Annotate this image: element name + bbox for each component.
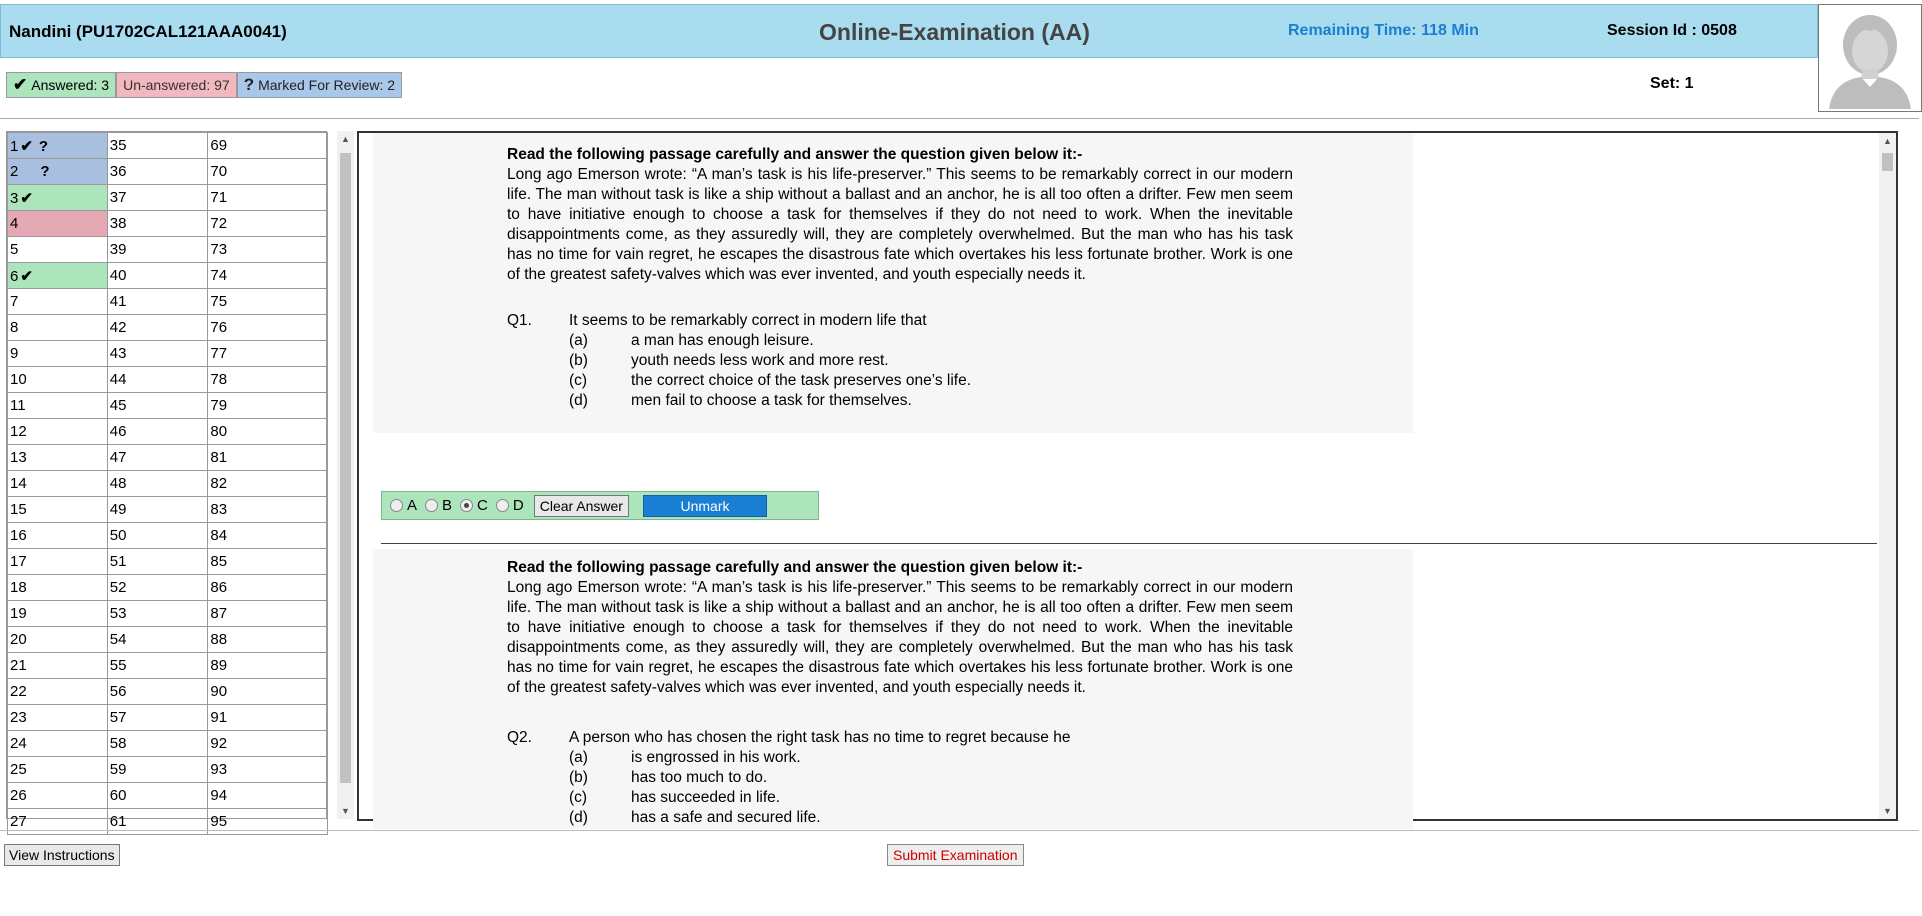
unmark-button[interactable]: Unmark [643, 495, 767, 517]
navigator-row [8, 549, 328, 575]
navigator-row [8, 471, 328, 497]
question-number: 19 [10, 605, 27, 622]
option-text: has a safe and secured life. [631, 809, 821, 826]
question-cell-83[interactable] [208, 497, 328, 523]
checkmark-icon: ✔ [20, 137, 33, 155]
question-panel [357, 131, 1898, 826]
option-text: youth needs less work and more rest. [631, 352, 889, 369]
divider [0, 118, 1919, 119]
question-cell-37[interactable] [107, 185, 208, 211]
question-number: 60 [109, 787, 127, 804]
question-number: 47 [109, 449, 127, 466]
question-number: 43 [109, 345, 127, 362]
question-number: 94 [210, 787, 228, 804]
radio-label: C [477, 497, 488, 514]
scrollbar-thumb[interactable] [340, 153, 351, 783]
navigator-row [8, 315, 328, 341]
navigator-row [8, 731, 328, 757]
question-number: 7 [10, 293, 19, 310]
navigator-row [8, 653, 328, 679]
question-number: 4 [10, 215, 19, 232]
checkmark-icon: ✔ [13, 75, 28, 94]
navigator-row [8, 445, 328, 471]
question-2 [507, 728, 1070, 748]
question-number: 41 [109, 293, 127, 310]
question-number: 45 [109, 397, 127, 414]
question-number: Q2. [507, 729, 532, 746]
question-number: 11 [10, 397, 26, 414]
question-number: 69 [210, 137, 228, 154]
question-number: 79 [210, 397, 228, 414]
option-c-radio[interactable] [460, 497, 488, 514]
question-number: 14 [10, 475, 27, 492]
question-cell-69[interactable] [208, 133, 328, 159]
status-legend [6, 72, 402, 98]
option-letter: (c) [569, 789, 588, 806]
q1-option-a [569, 331, 814, 351]
radio-label: A [407, 497, 418, 514]
question-number: 82 [210, 475, 228, 492]
question-cell-18[interactable] [8, 575, 108, 601]
question-number: 76 [210, 319, 228, 336]
question-cell-80[interactable] [208, 419, 328, 445]
navigator-row [8, 237, 328, 263]
question-cell-94[interactable] [208, 783, 328, 809]
question-scrollbar[interactable] [1879, 133, 1896, 819]
option-d-radio[interactable] [496, 497, 524, 514]
question-number: 53 [109, 605, 127, 622]
navigator-row [8, 289, 328, 315]
question-number: 8 [10, 319, 19, 336]
q2-option-b [569, 768, 767, 788]
question-cell-53[interactable] [107, 601, 208, 627]
question-cell-39[interactable] [107, 237, 208, 263]
question-cell-41[interactable] [107, 289, 208, 315]
option-text: has succeeded in life. [631, 789, 781, 806]
question-number: 93 [210, 761, 228, 778]
radio-selected-icon[interactable] [460, 499, 473, 512]
navigator-row [8, 575, 328, 601]
navigator-row [8, 393, 328, 419]
question-cell-76[interactable] [208, 315, 328, 341]
question-cell-72[interactable] [208, 211, 328, 237]
navigator-row [8, 783, 328, 809]
question-mark-icon: ? [38, 137, 49, 155]
radio-icon[interactable] [425, 499, 438, 512]
question-cell-51[interactable] [107, 549, 208, 575]
question-number: 25 [10, 761, 27, 778]
question-cell-5[interactable] [8, 237, 108, 263]
question-cell-2[interactable] [8, 159, 108, 185]
question-cell-52[interactable] [107, 575, 208, 601]
passage-2 [507, 558, 1293, 698]
question-cell-87[interactable] [208, 601, 328, 627]
question-cell-9[interactable] [8, 341, 108, 367]
question-number: 50 [109, 527, 127, 544]
option-a-radio[interactable] [390, 497, 417, 514]
question-cell-47[interactable] [107, 445, 208, 471]
question-number: 90 [210, 683, 228, 700]
question-number: 21 [10, 657, 27, 674]
question-cell-71[interactable] [208, 185, 328, 211]
question-cell-92[interactable] [208, 731, 328, 757]
question-cell-82[interactable] [208, 471, 328, 497]
option-text: a man has enough leisure. [631, 332, 814, 349]
question-cell-45[interactable] [107, 393, 208, 419]
candidate-name: Nandini (PU1702CAL121AAA0041) [9, 22, 287, 41]
passage-text: Long ago Emerson wrote: “A man’s task is his life-preserver.” This seems to be remarkably correct in our modern life. The man without task is like a ship without a ballast and an anchor, he is all too often a drifter. Few men seem to have initiative enough to choose a task for themselves if they do not need to work. When the inevitable disappointments come, as they assuredly will, they are completely overwhelmed. But the man who has his task has no time for vain regret, he escapes the disastrous fate which overtakes his less fortunate brother. Work is one of the greatest safety-valves which was ever invented, and youth especially needs it. [507, 579, 1293, 696]
navigator-row [8, 679, 328, 705]
question-cell-16[interactable] [8, 523, 108, 549]
question-number: 3 [10, 189, 19, 207]
navigator-row [8, 523, 328, 549]
question-number: 74 [210, 267, 228, 284]
legend-review-label: Marked For Review: 2 [258, 77, 396, 93]
question-cell-88[interactable] [208, 627, 328, 653]
question-cell-55[interactable] [107, 653, 208, 679]
question-cell-35[interactable] [107, 133, 208, 159]
navigator-row [8, 705, 328, 731]
question-number: 26 [10, 787, 27, 804]
question-cell-3[interactable] [8, 185, 108, 211]
question-number: 44 [109, 371, 127, 388]
question-number: 17 [10, 553, 27, 570]
question-cell-56[interactable] [107, 679, 208, 705]
submit-examination-button[interactable]: Submit Examination [887, 844, 1024, 866]
option-letter: (c) [569, 372, 588, 389]
scroll-up-icon[interactable]: ▲ [341, 134, 350, 144]
question-text: It seems to be remarkably correct in modern life that [569, 312, 927, 329]
passage-heading: Read the following passage carefully and answer the question given below it:- [507, 559, 1083, 576]
question-number: 85 [210, 553, 228, 570]
question-cell-50[interactable] [107, 523, 208, 549]
navigator-row [8, 341, 328, 367]
question-cell-85[interactable] [208, 549, 328, 575]
question-cell-81[interactable] [208, 445, 328, 471]
question-cell-23[interactable] [8, 705, 108, 731]
q1-option-b [569, 351, 889, 371]
candidate-avatar [1818, 4, 1922, 112]
navigator-row [8, 367, 328, 393]
view-instructions-button[interactable]: View Instructions [4, 844, 120, 866]
question-text: A person who has chosen the right task has no time to regret because he [569, 729, 1071, 746]
question-number: 48 [109, 475, 127, 492]
question-number: 46 [109, 423, 127, 440]
clear-answer-button[interactable]: Clear Answer [534, 495, 629, 517]
question-cell-78[interactable] [208, 367, 328, 393]
question-number: 71 [210, 189, 228, 206]
question-cell-8[interactable] [8, 315, 108, 341]
question-number: 10 [10, 371, 27, 388]
question-cell-21[interactable] [8, 653, 108, 679]
option-text: has too much to do. [631, 769, 768, 786]
question-number: 57 [109, 709, 127, 726]
footer-divider [0, 830, 1919, 831]
radio-label: B [442, 497, 453, 514]
question-number: 13 [10, 449, 27, 466]
legend-answered-label: Answered: 3 [31, 77, 110, 93]
question-number: 5 [10, 241, 19, 258]
user-silhouette-icon [1819, 5, 1921, 111]
question-cell-14[interactable] [8, 471, 108, 497]
question-cell-24[interactable] [8, 731, 108, 757]
session-id: Session Id : 0508 [1607, 22, 1737, 39]
option-letter: (d) [569, 809, 588, 826]
navigator-row [8, 133, 328, 159]
question-cell-19[interactable] [8, 601, 108, 627]
question-number: 1 [10, 137, 19, 155]
question-cell-60[interactable] [107, 783, 208, 809]
question-number: 55 [109, 657, 127, 674]
legend-unanswered [116, 72, 237, 98]
question-number: 16 [10, 527, 27, 544]
navigator-row [8, 497, 328, 523]
question-number: 51 [109, 553, 127, 570]
navigator-row [8, 159, 328, 185]
question-number: 54 [109, 631, 127, 648]
question-mark-icon: ? [40, 163, 50, 180]
question-number: 88 [210, 631, 228, 648]
question-number: 2 [10, 163, 19, 180]
question-number: 91 [210, 709, 228, 726]
question-cell-73[interactable] [208, 237, 328, 263]
navigator-row [8, 263, 328, 289]
scroll-up-icon[interactable]: ▲ [1883, 136, 1892, 146]
navigator-row [8, 601, 328, 627]
question-cell-44[interactable] [107, 367, 208, 393]
option-letter: (d) [569, 392, 588, 409]
q2-option-d [569, 808, 821, 828]
legend-unanswered-label: Un-answered: 97 [123, 77, 230, 93]
question-cell-42[interactable] [107, 315, 208, 341]
question-number: 56 [109, 683, 127, 700]
scroll-down-icon[interactable]: ▼ [1883, 806, 1892, 816]
question-cell-11[interactable] [8, 393, 108, 419]
legend-answered [6, 72, 116, 98]
question-number: 12 [10, 423, 27, 440]
question-number: 70 [210, 163, 228, 180]
set-label: Set: 1 [1650, 75, 1694, 92]
legend-review [237, 72, 402, 98]
question-cell-12[interactable] [8, 419, 108, 445]
question-cell-46[interactable] [107, 419, 208, 445]
q2-option-a [569, 748, 801, 768]
question-cell-17[interactable] [8, 549, 108, 575]
question-cell-90[interactable] [208, 679, 328, 705]
question-cell-79[interactable] [208, 393, 328, 419]
navigator-row [8, 627, 328, 653]
question-number: 36 [109, 163, 127, 180]
question-number: 39 [109, 241, 127, 258]
option-b-radio[interactable] [425, 497, 452, 514]
question-cell-91[interactable] [208, 705, 328, 731]
question-cell-89[interactable] [208, 653, 328, 679]
question-cell-59[interactable] [107, 757, 208, 783]
question-cell-4[interactable] [8, 211, 108, 237]
exam-header [0, 4, 1818, 58]
question-cell-93[interactable] [208, 757, 328, 783]
question-cell-26[interactable] [8, 783, 108, 809]
navigator-row [8, 757, 328, 783]
passage-text: Long ago Emerson wrote: “A man’s task is his life-preserver.” This seems to be remarkably correct in our modern life. The man without task is like a ship without a ballast and an anchor, he is all too often a drifter. Few men seem to have initiative enough to choose a task for themselves if they do not need to work. When the inevitable disappointments come, as they assuredly will, they are completely overwhelmed. But the man who has his task has no time for vain regret, he escapes the disastrous fate which overtakes his less fortunate brother. Work is one of the greatest safety-valves which was ever invented, and youth especially needs it. [507, 166, 1293, 283]
question-cell-15[interactable] [8, 497, 108, 523]
navigator-row [8, 211, 328, 237]
question-cell-7[interactable] [8, 289, 108, 315]
question-number: 61 [109, 813, 127, 830]
question-number: 58 [109, 735, 127, 752]
radio-icon[interactable] [496, 499, 509, 512]
question-cell-74[interactable] [208, 263, 328, 289]
question-cell-54[interactable] [107, 627, 208, 653]
navigator-scrollbar[interactable] [337, 131, 354, 819]
question-cell-75[interactable] [208, 289, 328, 315]
question-number: Q1. [507, 312, 532, 329]
q1-option-c [569, 371, 971, 391]
question-number: 75 [210, 293, 228, 310]
question-number: 15 [10, 501, 27, 518]
passage-heading: Read the following passage carefully and answer the question given below it:- [507, 146, 1083, 163]
question-separator [381, 543, 1877, 544]
question-number: 9 [10, 345, 19, 362]
question-number: 78 [210, 371, 228, 388]
question-cell-13[interactable] [8, 445, 108, 471]
option-letter: (b) [569, 352, 588, 369]
option-letter: (b) [569, 769, 588, 786]
question-number: 6 [10, 267, 19, 285]
radio-icon[interactable] [390, 499, 403, 512]
question-number: 83 [210, 501, 228, 518]
question-number: 23 [10, 709, 27, 726]
question-number: 95 [210, 813, 228, 830]
scroll-down-icon[interactable]: ▼ [341, 806, 350, 816]
question-number: 24 [10, 735, 27, 752]
question-number: 37 [109, 189, 127, 206]
question-number: 77 [210, 345, 228, 362]
question-cell-22[interactable] [8, 679, 108, 705]
question-number: 81 [210, 449, 228, 466]
question-number: 42 [109, 319, 127, 336]
question-number: 87 [210, 605, 228, 622]
question-number: 89 [210, 657, 228, 674]
question-cell-20[interactable] [8, 627, 108, 653]
option-text: men fail to choose a task for themselves. [631, 392, 912, 409]
question-number: 59 [109, 761, 127, 778]
q1-option-d [569, 391, 912, 411]
question-cell-84[interactable] [208, 523, 328, 549]
question-number: 27 [10, 813, 27, 830]
question-cell-49[interactable] [107, 497, 208, 523]
option-letter: (a) [569, 332, 588, 349]
remaining-time: Remaining Time: 118 Min [1288, 22, 1479, 39]
radio-label: D [512, 497, 524, 514]
question-number: 72 [210, 215, 228, 232]
question-number: 49 [109, 501, 127, 518]
question-number: 52 [109, 579, 127, 596]
question-cell-70[interactable] [208, 159, 328, 185]
option-text: is engrossed in his work. [631, 749, 801, 766]
question-number: 92 [210, 735, 228, 752]
option-letter: (a) [569, 749, 588, 766]
question-cell-57[interactable] [107, 705, 208, 731]
question-number: 73 [210, 241, 228, 258]
question-number: 20 [10, 631, 27, 648]
question-cell-38[interactable] [107, 211, 208, 237]
navigator-row [8, 419, 328, 445]
question-number: 35 [109, 137, 127, 154]
question-number: 86 [210, 579, 228, 596]
exam-title: Online-Examination (AA) [819, 19, 1090, 45]
answer-bar [381, 491, 819, 520]
q2-option-c [569, 788, 780, 808]
question-cell-86[interactable] [208, 575, 328, 601]
question-cell-48[interactable] [107, 471, 208, 497]
checkmark-icon: ✔ [20, 189, 33, 207]
question-cell-77[interactable] [208, 341, 328, 367]
question-number: 84 [210, 527, 228, 544]
question-number: 18 [10, 579, 27, 596]
passage-1 [507, 145, 1293, 285]
question-number: 38 [109, 215, 127, 232]
question-cell-1[interactable] [8, 133, 108, 159]
question-number: 22 [10, 683, 27, 700]
question-cell-25[interactable] [8, 757, 108, 783]
question-cell-40[interactable] [107, 263, 208, 289]
question-number: 40 [109, 267, 127, 284]
scrollbar-thumb[interactable] [1882, 153, 1893, 171]
navigator-row [8, 185, 328, 211]
option-text: the correct choice of the task preserves one’s life. [631, 372, 972, 389]
question-cell-10[interactable] [8, 367, 108, 393]
question-cell-43[interactable] [107, 341, 208, 367]
question-cell-58[interactable] [107, 731, 208, 757]
checkmark-icon: ✔ [20, 267, 33, 285]
question-navigator [6, 131, 327, 830]
question-number: 80 [210, 423, 228, 440]
question-cell-36[interactable] [107, 159, 208, 185]
question-1 [507, 311, 927, 331]
question-mark-icon: ? [243, 75, 255, 94]
question-cell-6[interactable] [8, 263, 108, 289]
